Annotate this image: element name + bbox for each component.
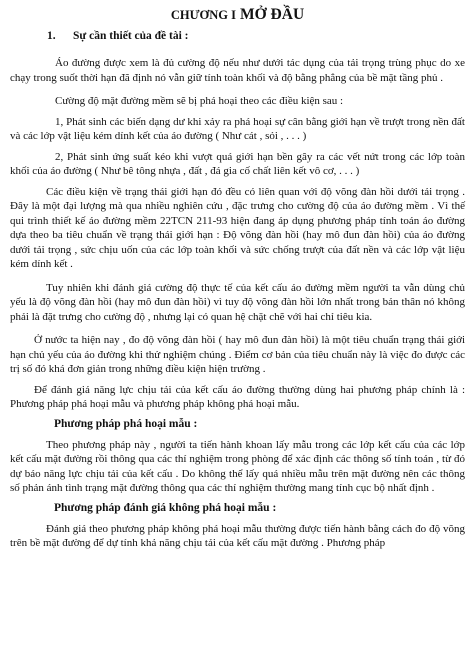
chapter-prefix: CHƯƠNG I: [170, 8, 236, 22]
paragraph-6: Tuy nhiên khi đánh giá cường độ thực tế của kết cấu áo đường mềm người ta vẫn dùng chủ yếu là độ võng đàn hồi (hay mô đun đàn hồi) vì tuy độ võng đàn hồi lớn nhất trong bản thân nó không phải là đặt trưng cho cường độ , nhưng lại có quan hệ chặt chẽ với hai chỉ tiêu kia.: [10, 281, 465, 323]
section-number: 1.: [47, 30, 56, 42]
section-heading: [47, 30, 465, 42]
subsection-title-destructive: Phương pháp phá hoại mẫu :: [54, 417, 198, 430]
subsection-text-nondestructive: Đánh giá theo phương pháp không phá hoại mẫu thường được tiến hành bằng cách đo độ võng trên bề mặt đường để dự tính khả năng chịu tải của kết cấu mặt đường . Phương pháp: [10, 522, 465, 549]
paragraph-8: Để đánh giá năng lực chịu tải của kết cấu áo đường thường dùng hai phương pháp chính là : Phương pháp phá hoại mẫu và phương pháp không phá hoại mẫu.: [10, 383, 465, 410]
subsection-text-destructive: Theo phương pháp này , người ta tiến hành khoan lấy mẫu trong các lớp kết cấu của các lớp kết cấu mặt đường rồi thông qua các thí nghiệm trong phòng để xác định các thông số tính toán , từ đó dự báo năng lực chịu tải của kết cấu . Do không thể lấy quá nhiều mẫu trên mặt đường nên các thông số phản ánh tình trạng mặt đường thông qua các thí nghiệm thường mang tính cục bộ nhất định .: [10, 438, 465, 494]
paragraph-1: Áo đường được xem là đủ cường độ nếu như dưới tác dụng của tải trọng trùng phục do xe chạy trong suốt thời hạn đã định nó vẫn giữ tính toàn khối và độ bằng phẳng của bề mặt tầng phủ .: [10, 57, 465, 84]
paragraph-7: Ở nước ta hiện nay , đo độ võng đàn hồi ( hay mô đun đàn hồi) là một tiêu chuẩn trạng thái giới hạn chủ yếu của áo đường khi thử nghiệm chúng . Điểm cơ bản của tiêu chuẩn này là việc đo được các trị số đó khá đơn giản trong những điều kiện hiện trường .: [10, 334, 465, 375]
subsection-title-nondestructive: Phương pháp đánh giá không phá hoại mẫu :: [54, 501, 277, 514]
chapter-title: MỞ ĐẦU: [240, 6, 305, 23]
section-title: Sự cần thiết của đề tài :: [73, 30, 189, 42]
paragraph-5: Các điều kiện về trạng thái giới hạn đó đều có liên quan với độ võng đàn hồi dưới tải trọng . Đây là một đại lượng mà qua nhiều nghiên cứu , đặc trưng cho cường độ của áo đường mềm . Vì thế qui trình thiết kế áo đường mềm 22TCN 211-93 hiện đang áp dụng phương pháp tính toán áo đường dựa theo ba tiêu chuẩn về trạng thái giới hạn : Độ võng đàn hồi (hay mô đun đàn hồi) của áo đường dưới tải trọng , sức chịu uốn của các lớp toàn khối và sức chống trượt của đất nền và các lớp vật liệu kém dính kết .: [10, 185, 465, 270]
chapter-heading: [10, 6, 465, 24]
paragraph-2: Cường độ mặt đường mềm sẽ bị phá hoại theo các điều kiện sau :: [55, 95, 344, 107]
paragraph-3: 1, Phát sinh các biến dạng dư khi xảy ra phá hoại sự cân bằng giới hạn về trượt trong nền đất và các lớp vật liệu kém dính kết của áo đường ( Như cát , sỏi , . . . ): [10, 115, 465, 142]
paragraph-4: 2, Phát sinh ứng suất kéo khi vượt quá giới hạn bền gây ra các vết nứt trong các lớp toàn khối của áo đường ( Như bê tông nhựa , đất , đá gia cố chất liên kết vô cơ, . . . ): [10, 150, 465, 177]
